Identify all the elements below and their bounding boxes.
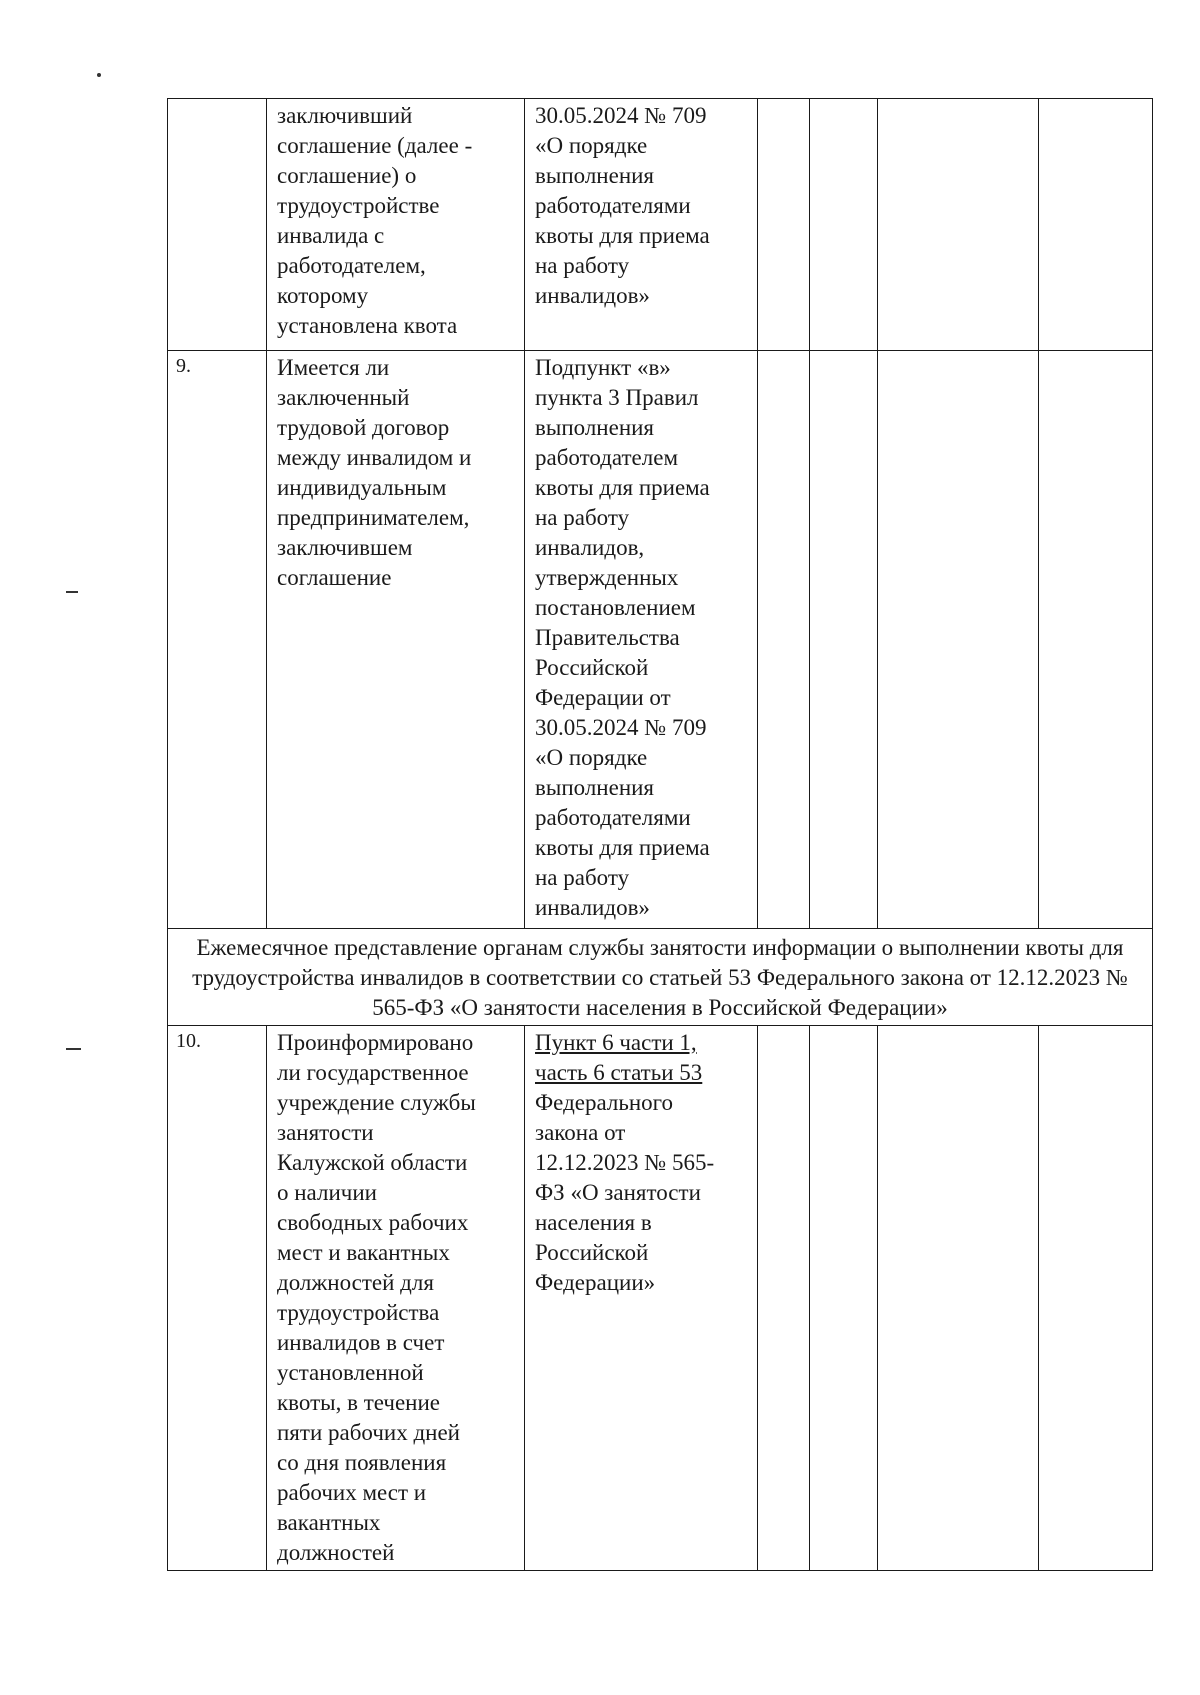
section-heading-row (168, 929, 1153, 1026)
legal-reference-cell (525, 1026, 758, 1571)
answer-yes-cell (758, 1026, 810, 1571)
row-number: 9. (168, 351, 267, 929)
legal-reference-underlined: Пункт 6 части 1, часть 6 статьи 53 (535, 1030, 703, 1085)
notes-cell (1039, 1026, 1153, 1571)
question-cell: заключивший соглашение (далее - соглашение) о трудоустройстве инвалида с работодателем, которому установлена квота (267, 99, 525, 351)
checklist-table (167, 98, 1153, 1571)
legal-reference-cell: Подпункт «в» пункта 3 Правил выполнения работодателем квоты для приема на работу инвалидов, утвержденных постановлением Правительства Российской Федерации от 30.05.2024 № 709 «О порядке выполнения работодателями квоты для приема на работу инвалидов» (525, 351, 758, 929)
answer-no-cell (810, 351, 878, 929)
answer-yes-cell (758, 351, 810, 929)
scan-mark (66, 591, 78, 593)
table-row-9 (168, 351, 1153, 929)
answer-na-cell (878, 351, 1039, 929)
answer-no-cell (810, 1026, 878, 1571)
row-number (168, 99, 267, 351)
answer-yes-cell (758, 99, 810, 351)
notes-cell (1039, 351, 1153, 929)
legal-reference-cell: 30.05.2024 № 709 «О порядке выполнения работодателями квоты для приема на работу инвалидов» (525, 99, 758, 351)
scan-speck (97, 73, 101, 77)
answer-na-cell (878, 1026, 1039, 1571)
question-cell: Имеется ли заключенный трудовой договор между инвалидом и индивидуальным предпринимателем, заключившем соглашение (267, 351, 525, 929)
question-cell: Проинформировано ли государственное учреждение службы занятости Калужской области о наличии свободных рабочих мест и вакантных должностей для трудоустройства инвалидов в счет установленной квоты, в течение пяти рабочих дней со дня появления рабочих мест и вакантных должностей (267, 1026, 525, 1571)
table-row-continuation (168, 99, 1153, 351)
answer-no-cell (810, 99, 878, 351)
notes-cell (1039, 99, 1153, 351)
row-number: 10. (168, 1026, 267, 1571)
legal-reference-text: Федерального закона от 12.12.2023 № 565- ФЗ «О занятости населения в Российской Федерации» (535, 1090, 715, 1295)
section-heading: Ежемесячное представление органам службы занятости информации о выполнении квоты для трудоустройства инвалидов в соответствии со статьей 53 Федерального закона от 12.12.2023 № 565-ФЗ «О занятости населения в Российской Федерации» (168, 929, 1153, 1026)
scan-mark (66, 1048, 81, 1050)
answer-na-cell (878, 99, 1039, 351)
table-row-10 (168, 1026, 1153, 1571)
